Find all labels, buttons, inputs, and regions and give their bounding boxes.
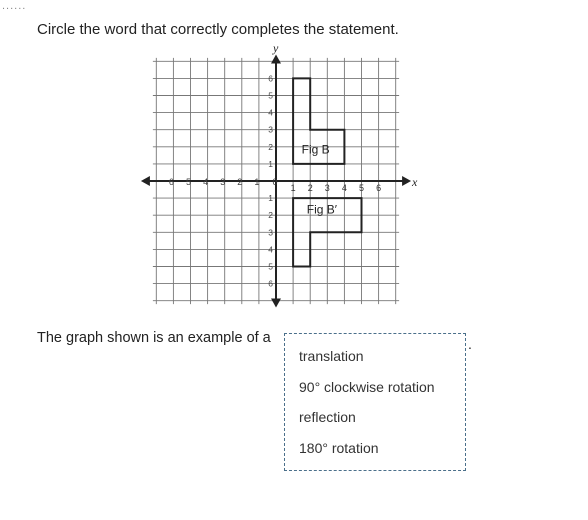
choice-translation[interactable]: translation [299, 348, 364, 364]
y-tick-label: 6 [268, 278, 273, 289]
x-tick-label: 5 [185, 177, 192, 187]
y-axis-arrow-up [271, 54, 281, 63]
y-tick-label: 2 [268, 141, 273, 152]
x-tick-label: 6 [376, 183, 382, 193]
choice-90-clockwise-rotation[interactable]: 90° clockwise rotation [299, 379, 435, 395]
dotted-marker: ...... [2, 0, 27, 12]
figure-b-prime-label: Fig B′ [306, 202, 338, 217]
x-axis-label: x [411, 175, 418, 189]
instruction-text: Circle the word that correctly completes the statement. [37, 21, 399, 38]
x-tick-label: 2 [237, 177, 243, 187]
y-tick-label: 5 [268, 90, 273, 101]
y-tick-label: 3 [268, 227, 273, 238]
x-tick-label: 3 [324, 183, 330, 193]
question-text: The graph shown is an example of a [37, 330, 271, 346]
answer-choice-box [284, 333, 466, 471]
x-tick-label: 4 [341, 183, 347, 193]
y-tick-label: 6 [268, 73, 273, 84]
sentence-period: . [468, 336, 472, 352]
x-tick-label: 1 [254, 177, 260, 187]
y-tick-label: 4 [268, 244, 273, 255]
x-tick-label: 0 [272, 177, 278, 187]
y-axis-arrow-down [271, 299, 281, 308]
x-tick-label: 2 [307, 183, 313, 193]
figure-b-label: Fig B [301, 142, 330, 157]
x-tick-label: 6 [168, 177, 174, 187]
choice-180-rotation[interactable]: 180° rotation [299, 440, 379, 456]
y-tick-label: 1 [268, 193, 273, 204]
y-tick-label: 3 [268, 124, 273, 135]
coordinate-graph [140, 40, 418, 312]
y-axis-label: y [273, 40, 279, 55]
graph-svg [140, 40, 418, 312]
y-tick-label: 2 [268, 210, 273, 221]
x-tick-label: 1 [290, 183, 296, 193]
y-tick-label: 5 [268, 261, 273, 272]
choice-reflection[interactable]: reflection [299, 409, 356, 425]
x-axis-arrow-left [141, 176, 150, 186]
x-tick-label: 5 [358, 183, 365, 193]
y-tick-label: 1 [268, 158, 273, 169]
x-axis-arrow-right [402, 176, 411, 186]
x-tick-label: 3 [220, 177, 226, 187]
y-tick-label: 4 [268, 107, 273, 118]
x-tick-label: 4 [203, 177, 209, 187]
